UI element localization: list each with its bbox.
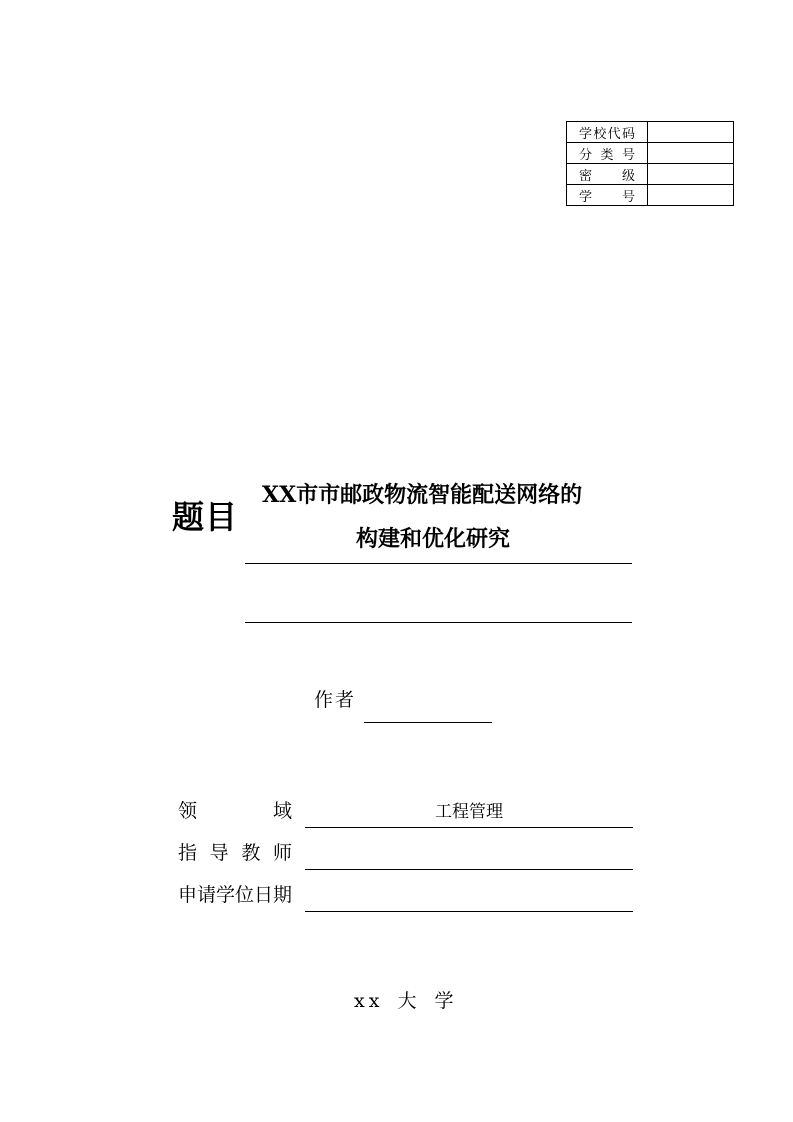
info-value — [648, 185, 734, 206]
author-underline — [364, 722, 492, 723]
university-name: xx 大 学 — [354, 990, 458, 1012]
author-label: 作者 — [314, 689, 357, 711]
info-row-student-id — [567, 185, 734, 206]
info-label: 学号 — [567, 185, 648, 206]
thesis-title-line-1: XX市市邮政物流智能配送网络的 — [262, 482, 583, 508]
info-row-school-code — [567, 122, 734, 143]
info-row-secrecy — [567, 164, 734, 185]
thesis-title-line-2: 构建和优化研究 — [356, 526, 511, 552]
info-label: 分类号 — [567, 143, 648, 164]
field-underline-domain — [305, 827, 633, 828]
info-value — [648, 164, 734, 185]
field-underline-apply-date — [305, 911, 633, 912]
title-underline-1 — [245, 563, 632, 564]
info-value — [648, 143, 734, 164]
info-table — [566, 121, 734, 206]
field-value-domain: 工程管理 — [435, 802, 503, 822]
field-underline-advisor — [305, 869, 633, 870]
field-label-advisor: 指导教师 — [178, 842, 292, 864]
info-value — [648, 122, 734, 143]
info-label: 密级 — [567, 164, 648, 185]
title-label: 题目 — [172, 498, 239, 536]
info-row-class-number — [567, 143, 734, 164]
field-label-domain: 领域 — [178, 800, 292, 822]
info-label: 学校代码 — [567, 122, 648, 143]
title-underline-2 — [245, 622, 632, 623]
field-label-apply-date: 申请学位日期 — [178, 884, 293, 906]
